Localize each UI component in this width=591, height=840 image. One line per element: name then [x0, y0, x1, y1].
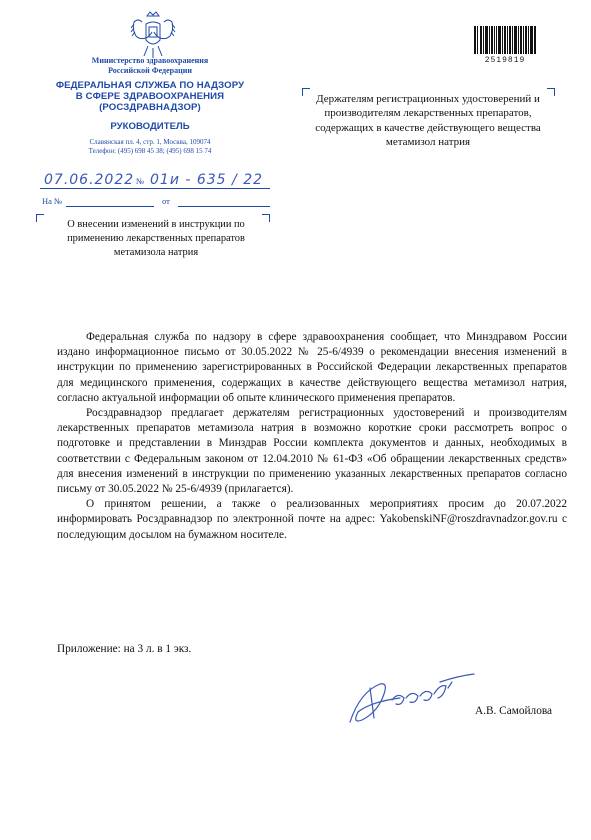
attachment-note: Приложение: на 3 л. в 1 экз. [57, 643, 192, 655]
ministry-line-1: Министерство здравоохранения [91, 56, 209, 65]
body-paragraph: Федеральная служба по надзору в сфере здравоохранения сообщает, что Минздравом России издано информационное письмо от 30.05.2022 № 25-6/4939 о рекомендации внесения изменений в инструкции по применению зарегистрированных в Российской Федерации лекарственных препаратов для медицинского применения, содержащих в качестве действующего вещества метамизол натрия, согласно актуальной информации об опыте клинического применения препаратов. [57, 331, 567, 404]
agency-line-3: (РОСЗДРАВНАДЗОР) [99, 102, 201, 113]
number-sign: № [136, 176, 145, 186]
reference-number-blank [66, 206, 154, 207]
registration-line [40, 172, 270, 192]
registration-underline [40, 188, 270, 189]
head-title: РУКОВОДИТЕЛЬ [110, 121, 190, 132]
letter-body [57, 330, 567, 543]
registration-number: 01и - 635 / 22 [150, 172, 264, 188]
agency-line-1: ФЕДЕРАЛЬНАЯ СЛУЖБА ПО НАДЗОРУ [55, 80, 245, 91]
body-paragraph: О принятом решении, а также о реализованных мероприятиях просим до 20.07.2022 информировать Росздравнадзор по электронной почте на адрес: YakobenskiNF@roszdravnadzor.gov.ru с последующим досылом на бумажном носителе. [57, 498, 567, 541]
registration-date: 07.06.2022 [44, 172, 135, 188]
reference-on-label: На № [42, 196, 63, 206]
reference-line [40, 196, 270, 210]
agency-line-2: В СФЕРЕ ЗДРАВООХРАНЕНИЯ [75, 91, 225, 102]
state-emblem-icon [130, 10, 176, 62]
addressee: Держателям регистрационных удостоверений и производителям лекарственных препаратов, содержащих в качестве действующего вещества метамизол натрия [315, 93, 541, 148]
reference-date-blank [178, 206, 270, 207]
ministry-line-2: Российской Федерации [108, 66, 192, 75]
bracket-corner [547, 88, 555, 96]
bracket-corner [302, 88, 310, 96]
phone: Телефон: (495) 698 45 38; (495) 698 15 74 [88, 147, 212, 155]
body-paragraph: Росздравнадзор предлагает держателям регистрационных удостоверений и производителям лекарственных препаратов метамизола натрия в возможно короткие сроки рассмотреть вопрос о подготовке и представлении в Минздрав России комплекта документов и данных, необходимых в соответствии с Федеральным законом от 12.04.2010 № 61-ФЗ «Об обращении лекарственных средств» для внесения изменений в инструкции по применению указанных лекарственных препаратов согласно письму от 30.05.2022 № 25-6/4939 (прилагается). [57, 407, 567, 496]
letter-subject: О внесении изменений в инструкции по применению лекарственных препаратов метамизола натрия [67, 219, 245, 258]
letterhead [30, 56, 270, 156]
barcode-number: 2519819 [484, 56, 526, 65]
address: Славянская пл. 4, стр. 1, Москва, 109074 [89, 138, 211, 146]
reference-from-label: от [162, 196, 170, 206]
handwritten-signature [340, 662, 490, 734]
barcode [474, 26, 536, 54]
signer-name: А.В. Самойлова [475, 705, 553, 717]
